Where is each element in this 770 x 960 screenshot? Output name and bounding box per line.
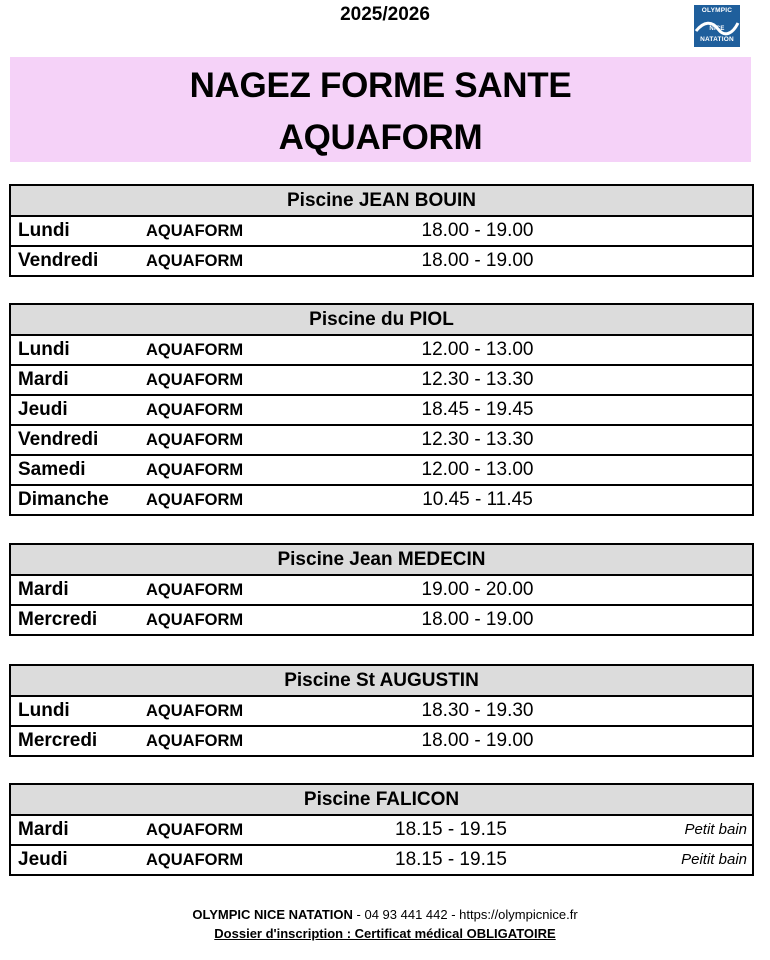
- day-label: Lundi: [18, 700, 70, 721]
- schedule-row: [11, 336, 752, 364]
- day-label: Dimanche: [18, 489, 109, 510]
- day-label: Mercredi: [18, 730, 98, 751]
- title-banner: [10, 57, 751, 162]
- schedule-row: [11, 364, 752, 394]
- time-slot: 12.00 - 13.00: [421, 339, 534, 360]
- activity-label: AQUAFORM: [146, 491, 244, 509]
- contact-details: - 04 93 441 442 - https://olympicnice.fr: [352, 907, 578, 922]
- activity-label: AQUAFORM: [146, 702, 244, 720]
- schedule-row: [11, 816, 752, 844]
- day-label: Vendredi: [18, 429, 99, 450]
- schedule-row: [11, 725, 752, 755]
- time-slot: 18.30 - 19.30: [421, 700, 534, 721]
- pool-name: Piscine du PIOL: [11, 305, 752, 336]
- footer: [0, 905, 770, 943]
- day-label: Mardi: [18, 369, 69, 390]
- schedule-row: [11, 245, 752, 275]
- pool-table: [9, 783, 754, 876]
- activity-label: AQUAFORM: [146, 341, 244, 359]
- contact-line: [0, 905, 770, 924]
- activity-label: AQUAFORM: [146, 252, 244, 270]
- requirement-note: Dossier d'inscription : Certificat médical OBLIGATOIRE: [214, 926, 556, 941]
- day-label: Jeudi: [18, 399, 68, 420]
- time-slot: 18.00 - 19.00: [421, 609, 534, 630]
- pool-name: Piscine JEAN BOUIN: [11, 186, 752, 217]
- activity-label: AQUAFORM: [146, 461, 244, 479]
- pool-table: [9, 184, 754, 277]
- schedule-row: [11, 424, 752, 454]
- season-label: 2025/2026: [340, 4, 430, 25]
- time-slot: 12.00 - 13.00: [421, 459, 534, 480]
- day-label: Lundi: [18, 220, 70, 241]
- activity-label: AQUAFORM: [146, 821, 244, 839]
- time-slot: 19.00 - 20.00: [421, 579, 534, 600]
- page-subtitle: AQUAFORM: [278, 118, 483, 157]
- activity-label: AQUAFORM: [146, 401, 244, 419]
- schedule-row: [11, 604, 752, 634]
- day-label: Jeudi: [18, 849, 68, 870]
- schedule-row: [11, 454, 752, 484]
- club-logo: OLYMPIC NICE NATATION: [694, 5, 740, 47]
- time-slot: 10.45 - 11.45: [422, 489, 533, 510]
- time-slot: 12.30 - 13.30: [421, 369, 534, 390]
- day-label: Samedi: [18, 459, 86, 480]
- pool-area-note: Peitit bain: [681, 851, 747, 868]
- day-label: Mardi: [18, 579, 69, 600]
- day-label: Vendredi: [18, 250, 99, 271]
- day-label: Mercredi: [18, 609, 98, 630]
- time-slot: 18.15 - 19.15: [395, 819, 507, 840]
- time-slot: 18.45 - 19.45: [421, 399, 534, 420]
- pool-name: Piscine St AUGUSTIN: [11, 666, 752, 697]
- time-slot: 18.00 - 19.00: [421, 220, 534, 241]
- pool-name: Piscine Jean MEDECIN: [11, 545, 752, 576]
- activity-label: AQUAFORM: [146, 371, 244, 389]
- pool-table: [9, 303, 754, 516]
- time-slot: 18.15 - 19.15: [395, 849, 507, 870]
- day-label: Mardi: [18, 819, 69, 840]
- pool-table: [9, 543, 754, 636]
- schedule-row: [11, 576, 752, 604]
- pool-area-note: Petit bain: [684, 821, 747, 838]
- time-slot: 12.30 - 13.30: [421, 429, 534, 450]
- pool-name: Piscine FALICON: [11, 785, 752, 816]
- schedule-row: [11, 484, 752, 514]
- activity-label: AQUAFORM: [146, 851, 244, 869]
- day-label: Lundi: [18, 339, 70, 360]
- schedule-row: [11, 697, 752, 725]
- activity-label: AQUAFORM: [146, 732, 244, 750]
- page-title: NAGEZ FORME SANTE: [189, 66, 572, 105]
- schedule-row: [11, 394, 752, 424]
- schedule-row: [11, 844, 752, 874]
- club-name: OLYMPIC NICE NATATION: [192, 907, 353, 922]
- pool-table: [9, 664, 754, 757]
- activity-label: AQUAFORM: [146, 431, 244, 449]
- activity-label: AQUAFORM: [146, 581, 244, 599]
- schedule-row: [11, 217, 752, 245]
- time-slot: 18.00 - 19.00: [421, 250, 534, 271]
- time-slot: 18.00 - 19.00: [421, 730, 534, 751]
- activity-label: AQUAFORM: [146, 611, 244, 629]
- activity-label: AQUAFORM: [146, 222, 244, 240]
